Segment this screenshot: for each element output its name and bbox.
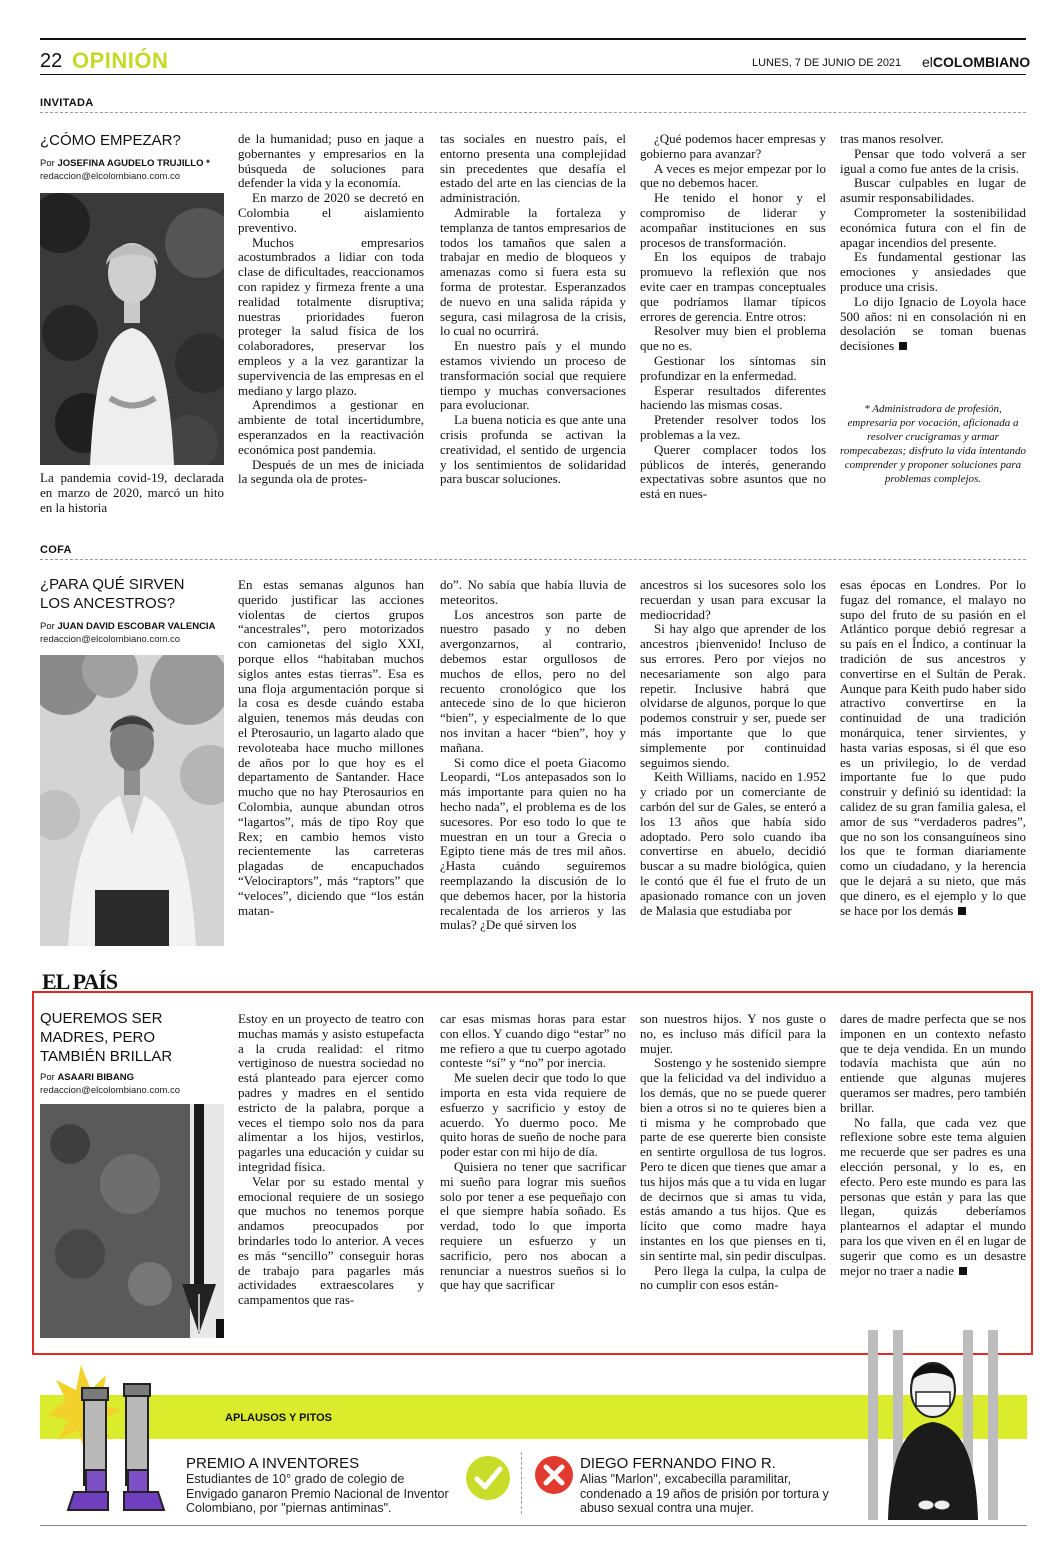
end-mark-icon xyxy=(959,1267,967,1275)
paragraph: Admirable la fortaleza y templanza de tantos empresarios de todos los tamaños que salen a trabajar en medio de bloqueos y amenazas como si fuera esta su forma de protestar. Esperanzados de nuevo en una salida rápida y segura, casi milagrosa de la crisis, lo cual no ocurrirá. xyxy=(440,204,626,339)
article-column-3 xyxy=(440,132,626,524)
aplausos-divider xyxy=(521,1452,522,1514)
paragraph: En los equipos de trabajo promuevo la reflexión que nos evite caer en trampas conceptuales que podríamos llamar típicos errores de gerencia. Entre otros: xyxy=(640,249,826,324)
paragraph: Gestionar los síntomas sin profundizar en la enfermedad. xyxy=(640,352,826,383)
paragraph: He tenido el honor y el compromiso de liderar y acompañar instituciones en sus procesos de transformación. xyxy=(640,190,826,250)
paragraph: dares de madre perfecta que se nos imponen en un contexto nefasto que te deja vendida. En un mundo todavía machista que aún no entiende que algunas mujeres queramos ser madres, pero también brillar. xyxy=(840,1012,1026,1115)
article-column-3 xyxy=(440,1012,626,1342)
pito-title: DIEGO FERNANDO FINO R. xyxy=(580,1455,776,1472)
paragraph: Pensar que todo volverá a ser igual a como fue antes de la crisis. xyxy=(840,145,1026,176)
paragraph: de la humanidad; puso en jaque a gobernantes y empresarios en la búsqueda de soluciones para defender la vida y la economía. xyxy=(238,132,424,191)
article-headline: ¿CÓMO EMPEZAR? xyxy=(40,132,181,149)
paragraph: Si como dice el poeta Giacomo Leopardi, “Los antepasados son lo más importante para quien no ha hecho nada”, el problema es de los sucesores. Por eso todo lo que te muestran en un tour a Grecia o Egipto tiene más de tres mil años. ¿Hasta cuándo seguiremos reemplazando la discusión de lo que debemos hacer, por la historia recalentada de los arrieros y las mulas? ¿De qué sirven los xyxy=(440,754,626,933)
author-email[interactable]: redaccion@elcolombiano.com.co xyxy=(40,1085,181,1096)
aplauso-text xyxy=(186,1472,458,1516)
paragraph: Pretender resolver todos los problemas a la vez. xyxy=(640,412,826,442)
article-column-4 xyxy=(640,1012,826,1342)
paragraph: Es fundamental gestionar las emociones y ansiedades que produce una crisis. xyxy=(840,249,1026,294)
headline-line: MADRES, PERO xyxy=(40,1028,156,1046)
article-column-1 xyxy=(40,471,224,521)
article-column-2 xyxy=(238,132,424,524)
cross-icon xyxy=(534,1455,574,1495)
masthead-prefix: el xyxy=(922,54,933,70)
paragraph: Si hay algo que aprender de los ancestros ¡bienvenido! Incluso de sus errores. Pero por viejos no necesariamente son algo para repetir. Inclusive habrá que olvidarse de algunos, porque lo que podemos construir y ser, puede ser más importante que lo que simplemente por continuidad seguimos siendo. xyxy=(640,621,826,770)
paragraph: Velar por su estado mental y emocional requiere de un sosiego que muchos no tenemos porque andamos preocupados por brindarles todo lo anterior. A veces es más “sencillo” conseguir horas de trabajo para pagarles más actividades extraescolares y campamentos que ras- xyxy=(238,1173,424,1308)
paragraph: ¿Qué podemos hacer empresas y gobierno para avanzar? xyxy=(640,132,826,161)
article-column-2 xyxy=(238,578,424,952)
author-name: ASAARI BIBANG xyxy=(57,1072,134,1083)
article-column-5 xyxy=(840,132,1026,394)
section-label-cofa: COFA xyxy=(40,544,72,556)
author-note: * Administradora de profesión, empresaria por vocación, aficionada a resolver crucigramas y armar rompecabezas; disfruto la vida intentando comprender y proponer soluciones para problemas complejos. xyxy=(840,403,1026,485)
top-rule xyxy=(40,38,1026,40)
paragraph-text: esas épocas en Londres. Por lo fugaz del romance, el malayo no supo del fruto de su pasión en el Atlántico porque debió regresar a su país en el Índico, a continuar la tradición de sus ancestros y convertirse en el Sultán de Perak. Aunque para Keith pudo haber sido atractivo convertirse en la continuidad de una tradición monárquica, tener sirvientes, y hasta varias esposas, si él que eso es un privilegio, lo de verdad importante fue lo que pudo construir y definió su identidad: la calidez de su gran familia galesa, el amor de sus “verdaderos padres”, que no son los consanguíneos sino los que te forman diariamente como un ciudadano, y la herencia que le dejará a su nieto, que más que dinero, es el ejemplo y lo que se hace por los demás xyxy=(840,578,1026,918)
paragraph: Keith Williams, nacido en 1.952 y criado por un comerciante de carbón del sur de Gales, se enteró a los 13 años que había sido adoptado. Pero solo cuando iba convertirse en abuelo, decidió buscar a su madre biológica, quien le contó que él fue el fruto de un apasionado romance con un joven de Malasia que estudiaba por xyxy=(640,769,826,918)
article-column-3 xyxy=(440,578,626,952)
author-email[interactable]: redaccion@elcolombiano.com.co xyxy=(40,171,181,182)
end-mark-icon xyxy=(958,907,966,915)
article-column-5 xyxy=(840,578,1026,952)
mine-legs-illustration-icon xyxy=(46,1360,196,1520)
section-rule xyxy=(40,559,1026,560)
section-label-invitada: INVITADA xyxy=(40,97,94,109)
paragraph xyxy=(840,1116,1026,1279)
article-column-4 xyxy=(640,578,826,952)
article-headline xyxy=(40,576,230,614)
end-mark-icon xyxy=(899,342,907,350)
paragraph: tras manos resolver. xyxy=(840,132,944,146)
paragraph xyxy=(840,295,1026,354)
pito-text: Alias "Marlon", excabecilla paramilitar, condenado a 19 años de prisión por tortura y abuso sexual contra una mujer. xyxy=(580,1472,829,1515)
paragraph: Me suelen decir que todo lo que importa en esta vida requiere de esfuerzo y sacrificio y estoy de acuerdo. Yo duermo poco. Me quito horas de sueño de noche para poder estar con mi hijo de día. xyxy=(440,1070,626,1160)
byline xyxy=(40,1072,236,1083)
article-column-5 xyxy=(840,1012,1026,1342)
prisoner-illustration-icon xyxy=(858,1330,1008,1520)
headline-line: QUEREMOS SER xyxy=(40,1010,163,1027)
elpais-logo: EL PAÍS xyxy=(42,969,118,994)
paragraph: Resolver muy bien el problema que no es. xyxy=(640,323,826,354)
byline xyxy=(40,621,236,632)
byline xyxy=(40,158,236,169)
byline-prefix: Por xyxy=(40,621,58,632)
article-column-2 xyxy=(238,1012,424,1342)
masthead-name: COLOMBIANO xyxy=(932,54,1031,70)
paragraph: En marzo de 2020 se decretó en Colombia el aislamiento preventivo. xyxy=(238,190,424,235)
headline-line: LOS ANCESTROS? xyxy=(40,594,176,612)
paragraph: En nuestro país y el mundo estamos viviendo un proceso de transformación social que requiere tiempo y muchas conversaciones para evolucionar. xyxy=(440,338,626,413)
paragraph: car esas mismas horas para estar con ellos. Y cuando digo “estar” no me refiero a que tu cuerpo agotado conteste “sí” y “no” por inercia. xyxy=(440,1012,626,1071)
paragraph: Sostengo y he sostenido siempre que la felicidad va del individuo a los demás, que no se puede querer bien a otros si no te quieres bien a ti misma y he comprobado que parte de ese quererte bien consiste en sentirte orgullosa de tus logros. Pero te dicen que tienes que amar a tus hijos más que a tu vida en lugar de decirnos que si amas tu vida, estás amando a tus hijos. Que es lícito que como madre haya instantes en los que pienses en ti, sin sentirte mal, sin pedir disculpas. xyxy=(640,1055,826,1263)
paragraph: Los ancestros son parte de nuestro pasado y no deben avergonzarnos, al contrario, debemos estar orgullosos de muchos de ellos, pero no del recuento cronológico que los antecede sino de lo que hicieron “bien”, y especialmente de lo que nos invitan a hacer “bien”, hoy y mañana. xyxy=(440,606,626,755)
headline-line: ¿PARA QUÉ SIRVEN xyxy=(40,576,185,593)
author-name: JOSEFINA AGUDELO TRUJILLO * xyxy=(57,158,210,169)
article-column-4 xyxy=(640,132,826,524)
paragraph: Querer complacer todos los públicos de interés, generando expectativas sobre asuntos que no está en nues- xyxy=(640,441,826,502)
author-photo xyxy=(40,655,224,946)
header-rule xyxy=(40,74,1026,75)
paragraph: son nuestros hijos. Y nos guste o no, es incluso más difícil para la mujer. xyxy=(640,1012,826,1056)
check-icon xyxy=(465,1455,511,1501)
paragraph: Buscar culpables en lugar de asumir responsabilidades. xyxy=(840,175,1026,206)
aplauso-title: PREMIO A INVENTORES xyxy=(186,1455,360,1472)
paragraph: La buena noticia es que ante una crisis profunda se activan la creatividad, el sentido de urgencia y los sentimientos de solidaridad para buscar soluciones. xyxy=(440,412,626,487)
paragraph: En estas semanas algunos han querido justificar las acciones violentas de ciertos grupos “ancestrales”, pero motorizados con camionetas del siglo XXI, porque ellos “habitaban muchos siglos antes estas tierras”. Esa es una floja argumentación porque si la cosa es desde cuándo estaba alguien, tenemos más deudas con el Pterosaurio, un lagarto alado que revoloteaba hace mucho millones de años por lo que hoy es el departamento de Santander. Hace mucho que no hay Pterosaurios en Colombia, aunque abundan otros “lagartos”, más de tipo Roy que Rex; en cambio hemos visto recientemente las carreteras plagadas de encapuchados “Velociraptors”, más “raptors” que “veloces”, diciendo que “los están matan- xyxy=(238,578,424,918)
paragraph: Esperar resultados diferentes haciendo las mismas cosas. xyxy=(640,382,826,413)
paragraph: tas sociales en nuestro país, el entorno presenta una complejidad sin precedentes que desafía el estado del arte en las ciencias de la administración. xyxy=(440,132,626,206)
bottom-rule xyxy=(40,1525,1027,1526)
paragraph: Comprometer la sostenibilidad económica futura con el fin de apagar incendios del presente. xyxy=(840,204,1026,250)
paragraph-text: Lo dijo Ignacio de Loyola hace 500 años: ni en consolación ni en desolación se toman buenas decisiones xyxy=(840,293,1026,354)
paragraph-text: No falla, que cada vez que reflexione sobre este tema alguien me recuerde que ser padres es una elección personal, y lo es, en efecto. Pero este mundo es para las personas que están y para las que llegan, quizás deberíamos plantearnos el adaptar el mundo para los que viven en él en lugar de sugerir que como es un desastre mejor no traer a nadie xyxy=(840,1114,1026,1278)
paragraph: ancestros si los sucesores solo los recuerdan y usan para excusar la mediocridad? xyxy=(640,578,826,622)
paragraph: Estoy en un proyecto de teatro con muchas mamás y asisto estupefacta a la cruda realidad: el ritmo vertiginoso de nuestra sociedad no está planteado para ejercer como padres y madres en el sentido estricto de la palabra, porque a veces el tiempo solo nos da para alimentar a los hijos, vestirlos, pagarles una educación y cuidar su integridad física. xyxy=(238,1012,424,1174)
paragraph: Quisiera no tener que sacrificar mi sueño para lograr mis sueños solo por tener a ese pequeñajo con el que siempre había soñado. Es verdad, todo lo que importa requiere un esfuerzo y un sacrificio, pero nos abocan a renunciar a nuestros sueños si lo que hay que sacrificar xyxy=(440,1158,626,1293)
page-number: 22 xyxy=(40,50,63,72)
paragraph xyxy=(840,578,1026,918)
article-illustration xyxy=(40,1104,224,1338)
byline-prefix: Por xyxy=(40,158,58,169)
section-rule xyxy=(40,112,1026,113)
paragraph: Aprendimos a gestionar en ambiente de total incertidumbre, esperanzados en la reactivación económica post pandemia. xyxy=(238,397,424,457)
headline-line: TAMBIÉN BRILLAR xyxy=(40,1047,173,1065)
paragraph: Después de un mes de iniciada la segunda ola de protes- xyxy=(238,456,424,487)
aplauso-text-line: Estudiantes de 10° grado de colegio de Envigado ganaron Premio Nacional de Inventor xyxy=(186,1472,449,1501)
author-photo xyxy=(40,193,224,465)
paragraph: Pero llega la culpa, la culpa de no cumplir con esos están- xyxy=(640,1262,826,1293)
masthead-logo xyxy=(922,54,1030,70)
article-headline xyxy=(40,1010,230,1066)
dateline: LUNES, 7 DE JUNIO DE 2021 xyxy=(752,57,902,69)
byline-prefix: Por xyxy=(40,1072,58,1083)
aplausos-label: APLAUSOS Y PITOS xyxy=(225,1412,332,1424)
author-name: JUAN DAVID ESCOBAR VALENCIA xyxy=(57,621,216,632)
paragraph: La pandemia covid-19, declarada en marzo de 2020, marcó un hito en la historia xyxy=(40,471,224,515)
aplauso-text-line: Colombiano, por "piernas antiminas". xyxy=(186,1501,392,1515)
author-email[interactable]: redaccion@elcolombiano.com.co xyxy=(40,634,181,645)
section-title: OPINIÓN xyxy=(72,48,169,73)
paragraph: A veces es mejor empezar por lo que no debemos hacer. xyxy=(640,160,826,191)
paragraph: do”. No sabía que había lluvia de meteoritos. xyxy=(440,578,626,607)
paragraph: Muchos empresarios acostumbrados a lidiar con toda clase de dificultades, reaccionamos con rapidez y firmeza frente a una realidad totalmente disruptiva; nuestras prioridades fueron proteger la salud física de los colaboradores, preservar los empleos y a la vez garantizar la supervivencia de las empresas en el mediano y largo plazo. xyxy=(238,234,424,398)
